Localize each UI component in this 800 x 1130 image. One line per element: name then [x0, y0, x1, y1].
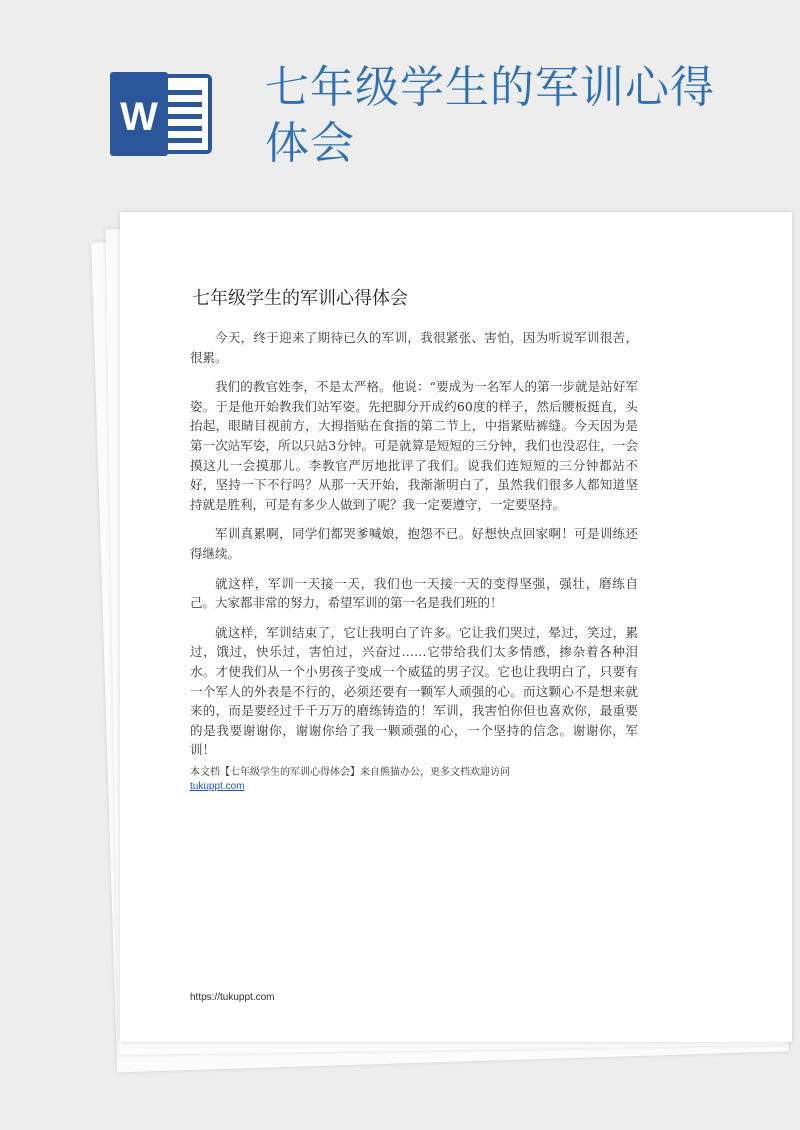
svg-text:W: W: [120, 95, 158, 139]
page-header: [0, 0, 800, 200]
source-note-text: 本文档【七年级学生的军训心得体会】来自熊猫办公，更多文档欢迎访问: [190, 767, 510, 778]
paragraph: 就这样，军训一天接一天，我们也一天接一天的变得坚强，强壮，磨练自己。大家都非常的努力，希望军训的第一名是我们班的！: [190, 575, 638, 611]
document-title-banner: 七年级学生的军训心得体会: [265, 62, 715, 169]
source-note: [190, 766, 650, 794]
paragraph: 今天，终于迎来了期待已久的军训，我很紧张、害怕，因为听说军训很苦，很累。: [190, 330, 638, 365]
paragraph: 军训真累啊，同学们都哭爹喊娘，抱怨不已。好想快点回家啊！可是训练还得继续。: [190, 526, 638, 561]
paragraph: 我们的教官姓李，不是太严格。他说：“要成为一名军人的第一步就是站好军姿。于是他开始教我们站军姿。先把脚分开成约60度的样子，然后腰板挺直，头抬起，眼睛目视前方，大拇指贴在食指的第二节上，中指紧贴裤缝。今天因为是第一次站军姿，所以只站3分钟。可是就算是短短的三分钟，我们也没忍住，一会摸这儿一会摸那儿。李教官严厉地批评了我们。说我们连短短的三分钟都站不好，坚持一下不行吗？从那一天开始，我渐渐明白了，虽然我们很多人都知道坚持就是胜利，可是有多少人做到了呢？我一定要遵守，一定要坚持。: [190, 379, 638, 512]
document-body: [190, 328, 638, 770]
document-page: [120, 212, 792, 1042]
word-document-icon: [110, 72, 214, 156]
paragraph: 就这样，军训结束了，它让我明白了许多。它让我们哭过，晕过，笑过，累过，饿过，快乐过，害怕过，兴奋过……它带给我们太多情感，掺杂着各种泪水。才使我们从一个小男孩子变成一个威猛的男子汉。它也让我明白了，只要有一个军人的外表是不行的，必须还要有一颗军人顽强的心。而这颗心不是想来就来的，而是要经过千千万万的磨练铸造的！军训，我害怕你但也喜欢你，最重要的是我要谢谢你，谢谢你给了我一颗顽强的心，一个坚持的信念。谢谢你，军训！: [190, 624, 638, 758]
document-heading: 七年级学生的军训心得体会: [192, 288, 408, 309]
source-link[interactable]: tukuppt.com: [190, 781, 245, 792]
footer-url: https://tukuppt.com: [190, 992, 275, 1003]
